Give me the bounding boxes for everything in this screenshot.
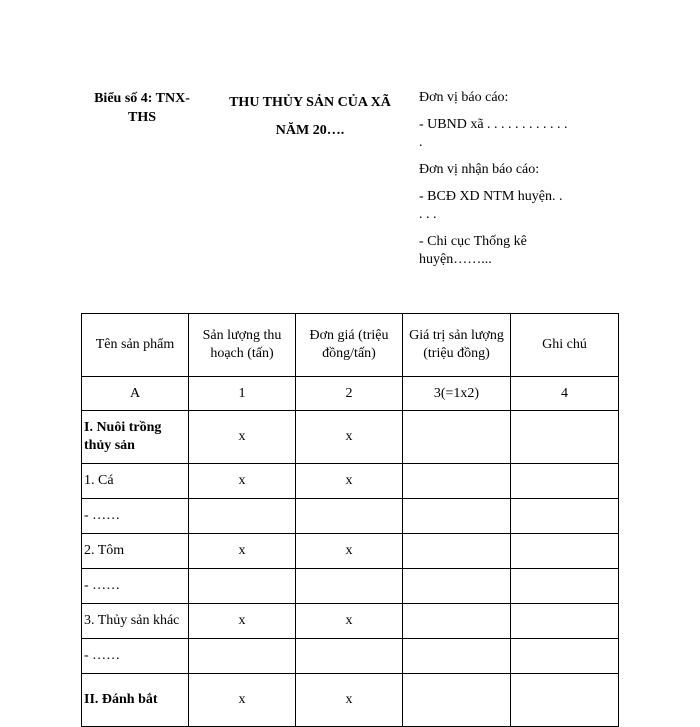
note-cell [511, 639, 619, 674]
row-name-cell: - …… [82, 569, 189, 604]
table-row [82, 464, 619, 499]
report-unit-label: Đơn vị báo cáo: [419, 90, 509, 105]
value-cell [403, 639, 511, 674]
table-row [82, 604, 619, 639]
row-name-cell: 2. Tôm [82, 534, 189, 569]
quantity-cell: x [189, 464, 296, 499]
unit-price-cell [296, 639, 403, 674]
quantity-cell: x [189, 674, 296, 727]
report-title-line2: NĂM 20…. [275, 123, 345, 138]
unit-price-cell: x [296, 674, 403, 727]
header-cell-value: Giá trị sản lượng (triệu đồng) [403, 314, 511, 377]
value-cell [403, 674, 511, 727]
quantity-cell: x [189, 411, 296, 464]
report-unit-value: - UBND xã . . . . . . . . . . . . . [419, 117, 568, 150]
value-cell [403, 411, 511, 464]
quantity-cell [189, 499, 296, 534]
report-table [81, 313, 619, 727]
table-row [82, 639, 619, 674]
value-cell [403, 499, 511, 534]
report-units [419, 89, 569, 278]
quantity-cell [189, 639, 296, 674]
quantity-cell: x [189, 534, 296, 569]
table-row [82, 674, 619, 727]
quantity-cell: x [189, 604, 296, 639]
row-name-cell: - …… [82, 499, 189, 534]
note-cell [511, 534, 619, 569]
row-name-cell: 3. Thủy sản khác [82, 604, 189, 639]
unit-price-cell: x [296, 604, 403, 639]
table-code-row [82, 377, 619, 411]
receiving-unit-label: Đơn vị nhận báo cáo: [419, 162, 540, 177]
row-name-cell: - …… [82, 639, 189, 674]
value-cell [403, 604, 511, 639]
table-row [82, 499, 619, 534]
value-cell [403, 569, 511, 604]
code-cell: 1 [189, 377, 296, 411]
receiving-unit-2: - Chi cục Thống kê huyện……... [419, 234, 527, 267]
header-cell-note: Ghi chú [511, 314, 619, 377]
header-cell-unit-price: Đơn giá (triệu đồng/tấn) [296, 314, 403, 377]
report-title-line1: THU THỦY SẢN CỦA XÃ [229, 95, 391, 110]
unit-price-cell: x [296, 534, 403, 569]
form-code: Biểu số 4: TNX-THS [94, 91, 190, 125]
table-row [82, 569, 619, 604]
value-cell [403, 464, 511, 499]
row-name-cell: II. Đánh bắt [82, 674, 189, 727]
code-cell: A [82, 377, 189, 411]
code-cell: 3(=1x2) [403, 377, 511, 411]
receiving-unit-1: - BCĐ XD NTM huyện. . . . . [419, 189, 563, 222]
note-cell [511, 464, 619, 499]
code-cell: 2 [296, 377, 403, 411]
unit-price-cell: x [296, 411, 403, 464]
row-name-cell: I. Nuôi trồng thủy sản [82, 411, 189, 464]
note-cell [511, 499, 619, 534]
value-cell [403, 534, 511, 569]
note-cell [511, 411, 619, 464]
report-title [218, 89, 402, 145]
unit-price-cell: x [296, 464, 403, 499]
note-cell [511, 604, 619, 639]
unit-price-cell [296, 499, 403, 534]
unit-price-cell [296, 569, 403, 604]
note-cell [511, 674, 619, 727]
note-cell [511, 569, 619, 604]
row-name-cell: 1. Cá [82, 464, 189, 499]
quantity-cell [189, 569, 296, 604]
header-cell-quantity: Sản lượng thu hoạch (tấn) [189, 314, 296, 377]
header-cell-product: Tên sản phẩm [82, 314, 189, 377]
table-row [82, 411, 619, 464]
table-header-row [82, 314, 619, 377]
table-row [82, 534, 619, 569]
code-cell: 4 [511, 377, 619, 411]
